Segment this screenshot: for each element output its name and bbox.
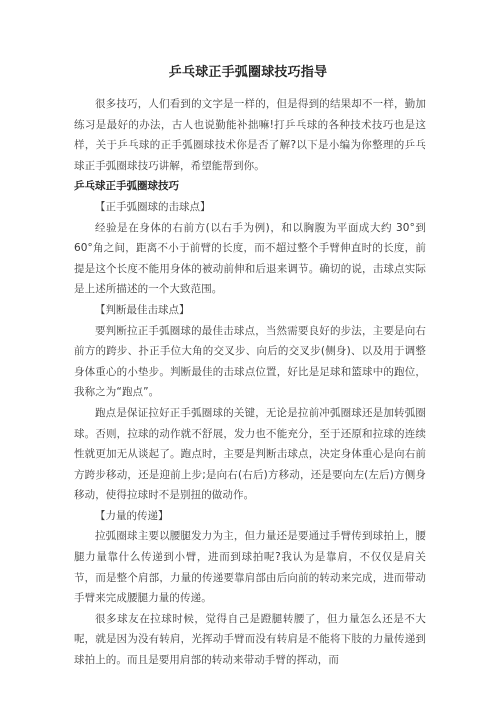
document-body bbox=[74, 94, 426, 671]
paragraph-running-point: 跑点是保证拉好正手弧圈球的关键，无论是拉前冲弧圈球还是加转弧圈球。否则，拉球的动作就不舒展，发力也不能充分，至于还原和拉球的连续性就更加无从谈起了。跑点时，主要是判断击球点，决定身体重心是向右前方跨步移动，还是迎前上步;是向右(右后)方移动，还是要向左(左后)方侧身移动，使得拉球时不是别扭的做动作。 bbox=[74, 406, 426, 502]
document-title: 乒乓球正手弧圈球技巧指导 bbox=[168, 65, 328, 80]
paragraph-hit-point: 经验是在身体的右前方(以右手为例)，和以胸腹为平面成大约 30°到60°角之间，距离不小于前臂的长度，而不超过整个手臂伸直时的长度，前提是这个长度不能用身体的被动前伸和后退来调节。确切的说，击球点实际是上述所描述的一个大致范围。 bbox=[74, 221, 426, 296]
paragraph-shoulder-rotation: 很多球友在拉球时候，觉得自己是蹬腿转腰了，但力量怎么还是不大呢，就是因为没有转肩，光挥动手臂而没有转肩是不能将下肢的力量传递到球拍上的。而且是要用肩部的转动来带动手臂的挥动，而 bbox=[74, 612, 426, 667]
paragraph-footwork: 要判断拉正手弧圈球的最佳击球点，当然需要良好的步法，主要是向右前方的跨步、扑正手位大角的交叉步、向后的交叉步(侧身)、以及用于调整身体重心的小垫步。判断最佳的击球点位置，好比是足球和篮球中的跑位，我称之为“跑点”。 bbox=[74, 324, 426, 399]
subheading-judge-hit-point: 【判断最佳击球点】 bbox=[95, 303, 190, 316]
subheading-power-transfer: 【力量的传递】 bbox=[95, 509, 169, 522]
intro-paragraph: 很多技巧，人们看到的文字是一样的，但是得到的结果却不一样，勤加练习是最好的办法，古人也说勤能补拙嘛!打乒乓球的各种技术技巧也是这样，关于乒乓球的正手弧圈球技术你是否了解?以下是小编为你整理的乒乓球正手弧圈球技巧讲解，希望能帮到你。 bbox=[74, 98, 426, 172]
subheading-hit-point: 【正手弧圈球的击球点】 bbox=[95, 200, 211, 213]
paragraph-power-transfer: 拉弧圈球主要以腰腿发力为主，但力量还是要通过手臂传到球拍上，腰腿力量靠什么传递到小臂，进而到球拍呢?我认为是靠肩，不仅仅是肩关节，而是整个肩部，力量的传递要靠肩部由后向前的转动来完成，进而带动手臂来完成腰腿力量的传递。 bbox=[74, 530, 426, 605]
section-heading: 乒乓球正手弧圈球技巧 bbox=[74, 180, 179, 193]
